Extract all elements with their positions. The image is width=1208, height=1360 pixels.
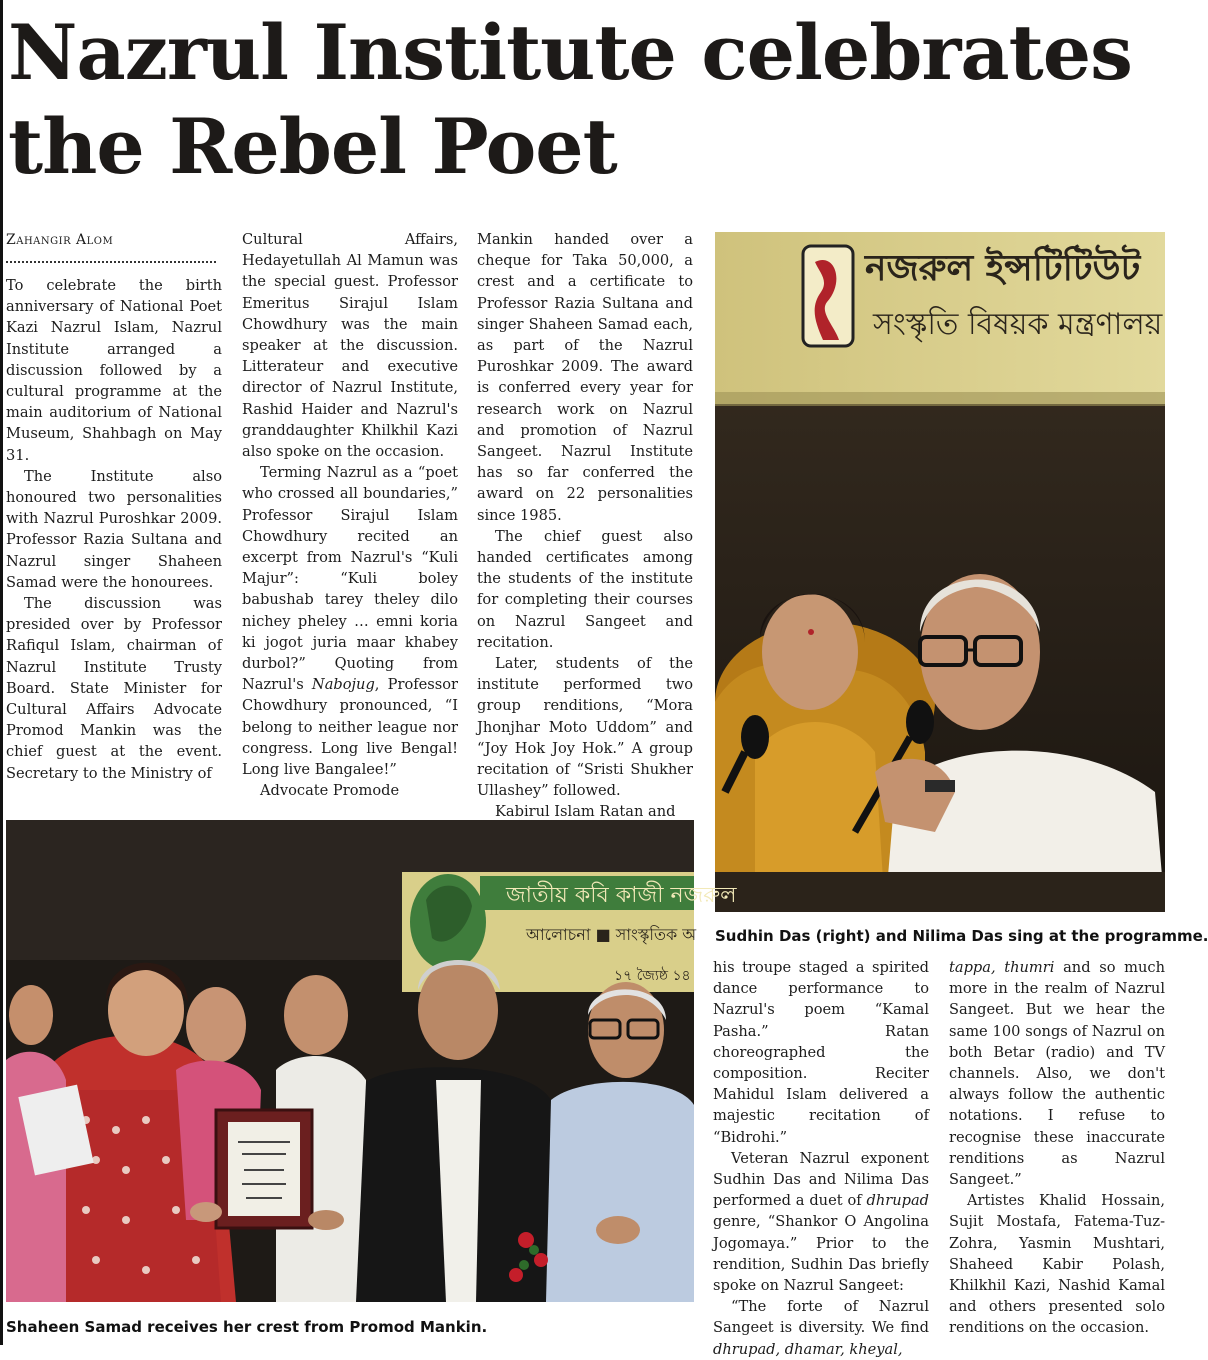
col4-p2-text-end: genre, “Shankor O Angolina Jogomaya.” Prior to the rendition, Sudhin Das briefly spoke on Nazrul Sangeet: [713, 1213, 929, 1295]
col2-p2-italic: Nabojug [311, 676, 375, 694]
banner-text-program: আলোচনা ■ সাংস্কৃতিক অ [526, 925, 697, 944]
col4-paragraph-2 [713, 1148, 929, 1296]
col4-paragraph-3 [713, 1296, 929, 1360]
article-column-3 [477, 229, 693, 823]
byline-divider [6, 253, 216, 263]
col5-p1-italic: tappa, thumri [949, 959, 1055, 976]
col4-p3-text: “The forte of Nazrul Sangeet is diversity. We find [713, 1298, 929, 1337]
headline: Nazrul Institute celebrates the Rebel Poet [8, 8, 1132, 191]
col2-p2-text: Terming Nazrul as a “poet who crossed all boundaries,” Professor Sirajul Islam Chowdhury recited an excerpt from Nazrul's “Kuli Majur”: “Kuli boley babushab tarey theley dilo nichey pheley … emni koria ki jogot juria maar khabey durbol?” Quoting from Nazrul's [242, 464, 458, 694]
col3-paragraph-3: Later, students of the institute performed two group renditions, “Mora Jhonjhar Moto Uddom” and “Joy Hok Joy Hok.” A group recitation of “Sristi Shukher Ullashey” followed. [477, 655, 693, 800]
article-column-1 [6, 230, 222, 784]
caption-top-photo: Sudhin Das (right) and Nilima Das sing at the programme. [715, 927, 1208, 945]
banner-text-institute: নজরুল ইন্সটিটিউট [865, 248, 1141, 289]
col5-p1-text: and so much more in the realm of Nazrul Sangeet. But we hear the same 100 songs of Nazrul on both Betar (radio) and TV channels. Also, we don't always follow the authentic notations. I refuse to recognise these inaccurate renditions as Nazrul Sangeet.” [949, 959, 1165, 1189]
col1-paragraph-1: To celebrate the birth anniversary of National Poet Kazi Nazrul Islam, Nazrul Institute arranged a discussion followed by a cultural programme at the main auditorium of National Museum, Shahbagh on May 31. [6, 277, 222, 464]
col5-paragraph-2: Artistes Khalid Hossain, Sujit Mostafa, Fatema-Tuz-Zohra, Yasmin Mushtari, Shaheed Kabir Polash, Khilkhil Kazi, Nashid Kamal and others presented solo renditions on the occasion. [949, 1192, 1165, 1337]
article-column-5 [949, 957, 1165, 1339]
caption-bottom-photo: Shaheen Samad receives her crest from Promod Mankin. [6, 1318, 488, 1336]
col4-p2-text: Veteran Nazrul exponent Sudhin Das and Nilima Das performed a duet of [713, 1149, 929, 1210]
col1-paragraph-3: The discussion was presided over by Professor Rafiqul Islam, chairman of Nazrul Institute Trusty Board. State Minister for Cultural Affairs Advocate Promod Mankin was the chief guest at the event. Secretary to the Ministry of [6, 595, 222, 782]
banner-text-poet: জাতীয় কবি কাজী নজরুল [506, 883, 737, 908]
banner-text-date: ১৭ জ্যৈষ্ঠ ১৪ [614, 968, 691, 984]
photo-award-ceremony [6, 820, 737, 1302]
col2-p2-text-end: , Professor Chowdhury pronounced, “I belong to neither league nor congress. Long live Bengal! Long live Bangalee!” [242, 676, 459, 779]
col2-paragraph-2 [242, 462, 458, 780]
col1-paragraph-2: The Institute also honoured two personalities with Nazrul Puroshkar 2009. Professor Razia Sultana and Nazrul singer Shaheen Samad were the honourees. [6, 467, 222, 591]
col5-paragraph-1 [949, 957, 1165, 1190]
col4-p3-italic: dhrupad, dhamar, kheyal, [713, 1340, 903, 1358]
article-column-4 [713, 957, 929, 1360]
article-column-2 [242, 229, 458, 801]
col3-paragraph-4: Kabirul Islam Ratan and [495, 803, 676, 821]
col4-paragraph-1: his troupe staged a spirited dance performance to Nazrul's poem “Kamal Pasha.” Ratan choreographed the composition. Reciter Mahidul Islam delivered a majestic recitation of “Bidrohi.” [713, 959, 929, 1146]
col4-p2-italic: dhrupad [866, 1192, 929, 1210]
col2-paragraph-3: Advocate Promode [260, 782, 400, 800]
byline: Zahangir Alom [6, 232, 114, 248]
banner-text-ministry: সংস্কৃতি বিষয়ক মন্ত্রণালয় [873, 307, 1163, 342]
col3-paragraph-2: The chief guest also handed certificates among the students of the institute for completing their courses on Nazrul Sangeet and recitation. [477, 527, 693, 651]
col3-paragraph-1: Mankin handed over a cheque for Taka 50,000, a crest and a certificate to Professor Razia Sultana and singer Shaheen Samad each, as part of the Nazrul Puroshkar 2009. The award is conferred every year for research work on Nazrul and promotion of Nazrul Sangeet. Nazrul Institute has so far conferred the award on 22 personalities since 1985. [477, 231, 693, 524]
left-rule [0, 0, 3, 1345]
photo-singers [715, 232, 1165, 912]
col2-paragraph-1: Cultural Affairs, Hedayetullah Al Mamun was the special guest. Professor Emeritus Sirajul Islam Chowdhury was the main speaker at the discussion. Litterateur and executive director of Nazrul Institute, Rashid Haider and Nazrul's granddaughter Khilkhil Kazi also spoke on the occasion. [242, 231, 458, 461]
